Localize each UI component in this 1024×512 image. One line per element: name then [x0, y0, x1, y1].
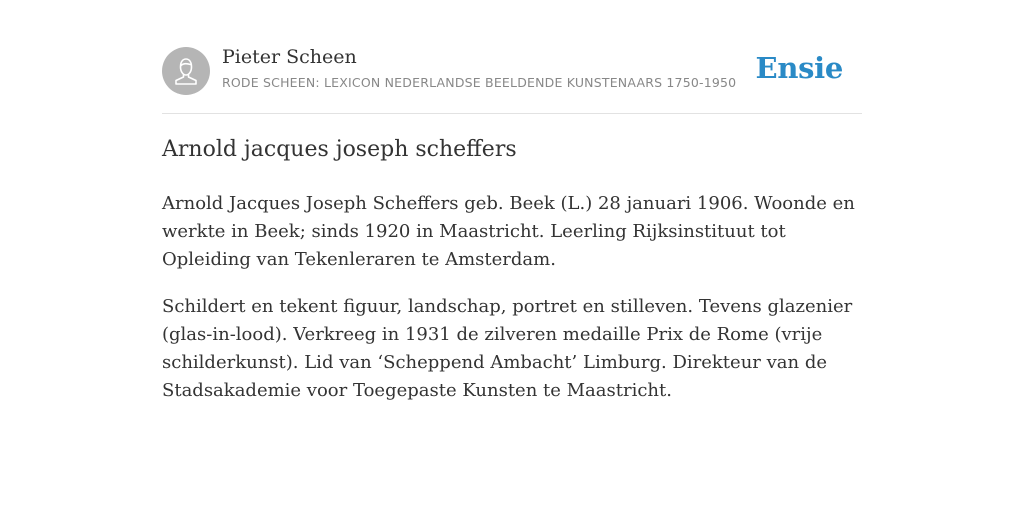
author-name[interactable]: Pieter Scheen: [222, 46, 357, 68]
source-title[interactable]: RODE SCHEEN: LEXICON NEDERLANDSE BEELDENDE KUNSTENAARS 1750-1950: [222, 75, 737, 90]
ensie-logo[interactable]: Ensie: [755, 51, 843, 85]
page: [162, 0, 862, 401]
article-title: Arnold jacques joseph scheffers: [162, 137, 517, 162]
author-avatar[interactable]: [162, 47, 210, 95]
article-paragraph-2: Schildert en tekent figuur, landschap, portret en stilleven. Tevens glazenier (glas-in-lood). Verkreeg in 1931 de zilveren medaille Prix de Rome (vrije schilderkunst). Lid van ‘Scheppend Ambacht’ Limburg. Direkteur van de Stadsakademie voor Toegepaste Kunsten te Maastricht.: [162, 296, 853, 401]
header: [162, 0, 862, 114]
user-icon: [162, 47, 210, 95]
article-paragraph-1: Arnold Jacques Joseph Scheffers geb. Beek (L.) 28 januari 1906. Woonde en werkte in Beek; sinds 1920 in Maastricht. Leerling Rijksinstituut tot Opleiding van Tekenleraren te Amsterdam.: [162, 193, 855, 270]
